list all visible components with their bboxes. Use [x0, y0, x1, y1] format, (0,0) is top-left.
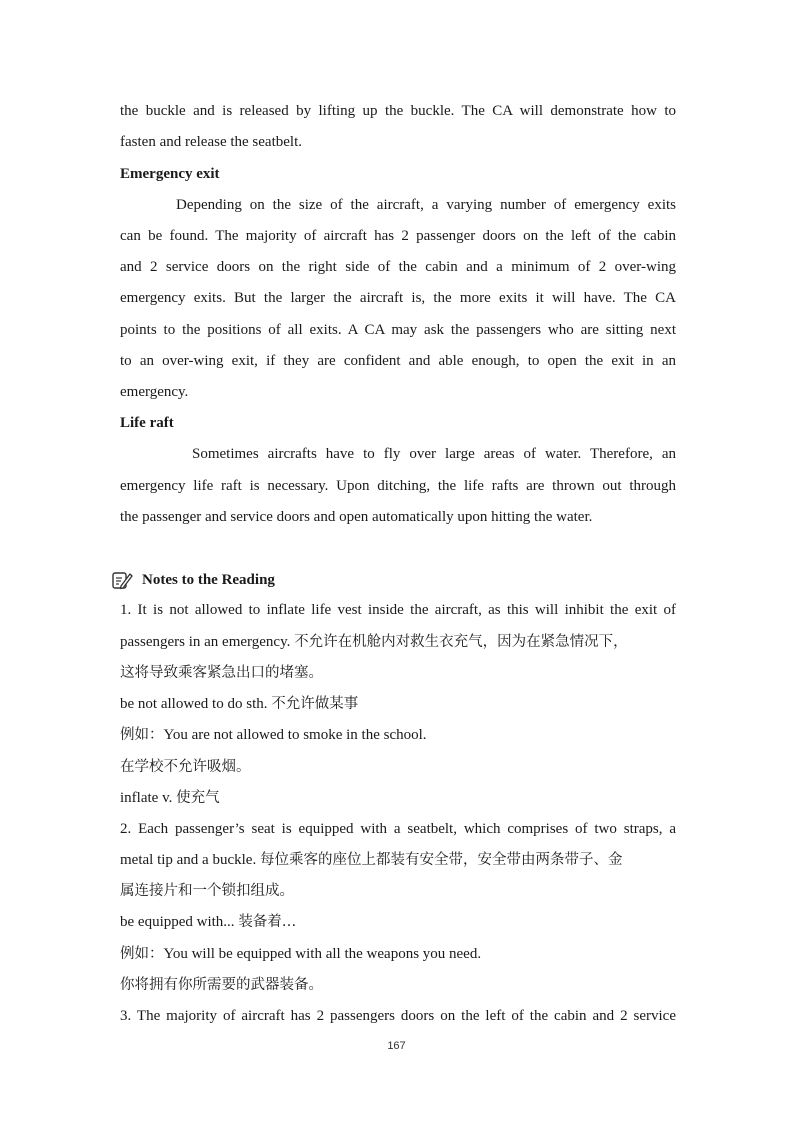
vocab-phrase: be not allowed to do sth.	[120, 696, 272, 712]
note-text-zh: 每位乘客的座位上都装有安全带，安全带由两条带子、金	[259, 852, 623, 868]
body-line: emergency life raft is necessary. Upon ditching, the life rafts are thrown out through	[120, 478, 676, 494]
note-line: 你将拥有你所需要的武器装备。	[120, 977, 323, 993]
body-line: the passenger and service doors and open automatically upon hitting the water.	[120, 509, 593, 525]
note-line: 2. Each passenger’s seat is equipped with a seatbelt, which comprises of two straps, a	[120, 821, 676, 837]
section-heading-life-raft: Life raft	[120, 415, 174, 431]
note-line: 属连接片和一个锁扣组成。	[120, 883, 294, 899]
note-line	[120, 783, 676, 814]
note-line: 1. It is not allowed to inflate life vest inside the aircraft, as this will inhibit the exit of	[120, 602, 676, 618]
vocab-translation: 装备着…	[238, 914, 297, 930]
note-line	[120, 689, 676, 720]
note-text-en: passengers in an emergency.	[120, 634, 295, 650]
vocab-phrase: be equipped with...	[120, 914, 239, 930]
example-label: 例如：	[120, 946, 164, 962]
note-line	[120, 845, 676, 876]
vocab-translation: 使充气	[176, 790, 220, 806]
pencil-note-icon	[111, 569, 133, 591]
example-sentence: You will be equipped with all the weapons you need.	[163, 946, 482, 962]
note-line: 这将导致乘客紧急出口的堵塞。	[120, 665, 323, 681]
body-line: to an over-wing exit, if they are confident and able enough, to open the exit in an	[120, 353, 676, 369]
note-text-en: metal tip and a buckle.	[120, 852, 260, 868]
note-line	[120, 720, 676, 751]
notes-header	[111, 566, 275, 594]
example-label: 例如：	[120, 727, 164, 743]
section-heading-emergency-exit: Emergency exit	[120, 166, 220, 182]
note-line	[120, 907, 676, 938]
page-number: 167	[387, 1040, 406, 1052]
body-line: Sometimes aircrafts have to fly over large areas of water. Therefore, an	[192, 446, 676, 462]
body-line: points to the positions of all exits. A CA may ask the passengers who are sitting next	[120, 322, 676, 338]
notes-title: Notes to the Reading	[142, 571, 275, 588]
body-line: and 2 service doors on the right side of the cabin and a minimum of 2 over-wing	[120, 259, 676, 275]
body-line: can be found. The majority of aircraft has 2 passenger doors on the left of the cabin	[120, 228, 676, 244]
body-line: the buckle and is released by lifting up the buckle. The CA will demonstrate how to	[120, 103, 676, 119]
body-line: fasten and release the seatbelt.	[120, 134, 302, 150]
vocab-word: inflate v.	[120, 790, 177, 806]
note-text-zh: 不允许在机舱内对救生衣充气，因为在紧急情况下，	[294, 634, 628, 650]
note-line: 3. The majority of aircraft has 2 passengers doors on the left of the cabin and 2 service	[120, 1008, 676, 1024]
body-line: Depending on the size of the aircraft, a varying number of emergency exits	[176, 197, 676, 213]
example-sentence: You are not allowed to smoke in the school.	[163, 727, 427, 743]
vocab-translation: 不允许做某事	[271, 696, 359, 712]
note-line	[120, 627, 676, 658]
note-line: 在学校不允许吸烟。	[120, 759, 251, 775]
body-line: emergency exits. But the larger the aircraft is, the more exits it will have. The CA	[120, 290, 676, 306]
note-line	[120, 939, 676, 970]
body-line: emergency.	[120, 384, 189, 400]
